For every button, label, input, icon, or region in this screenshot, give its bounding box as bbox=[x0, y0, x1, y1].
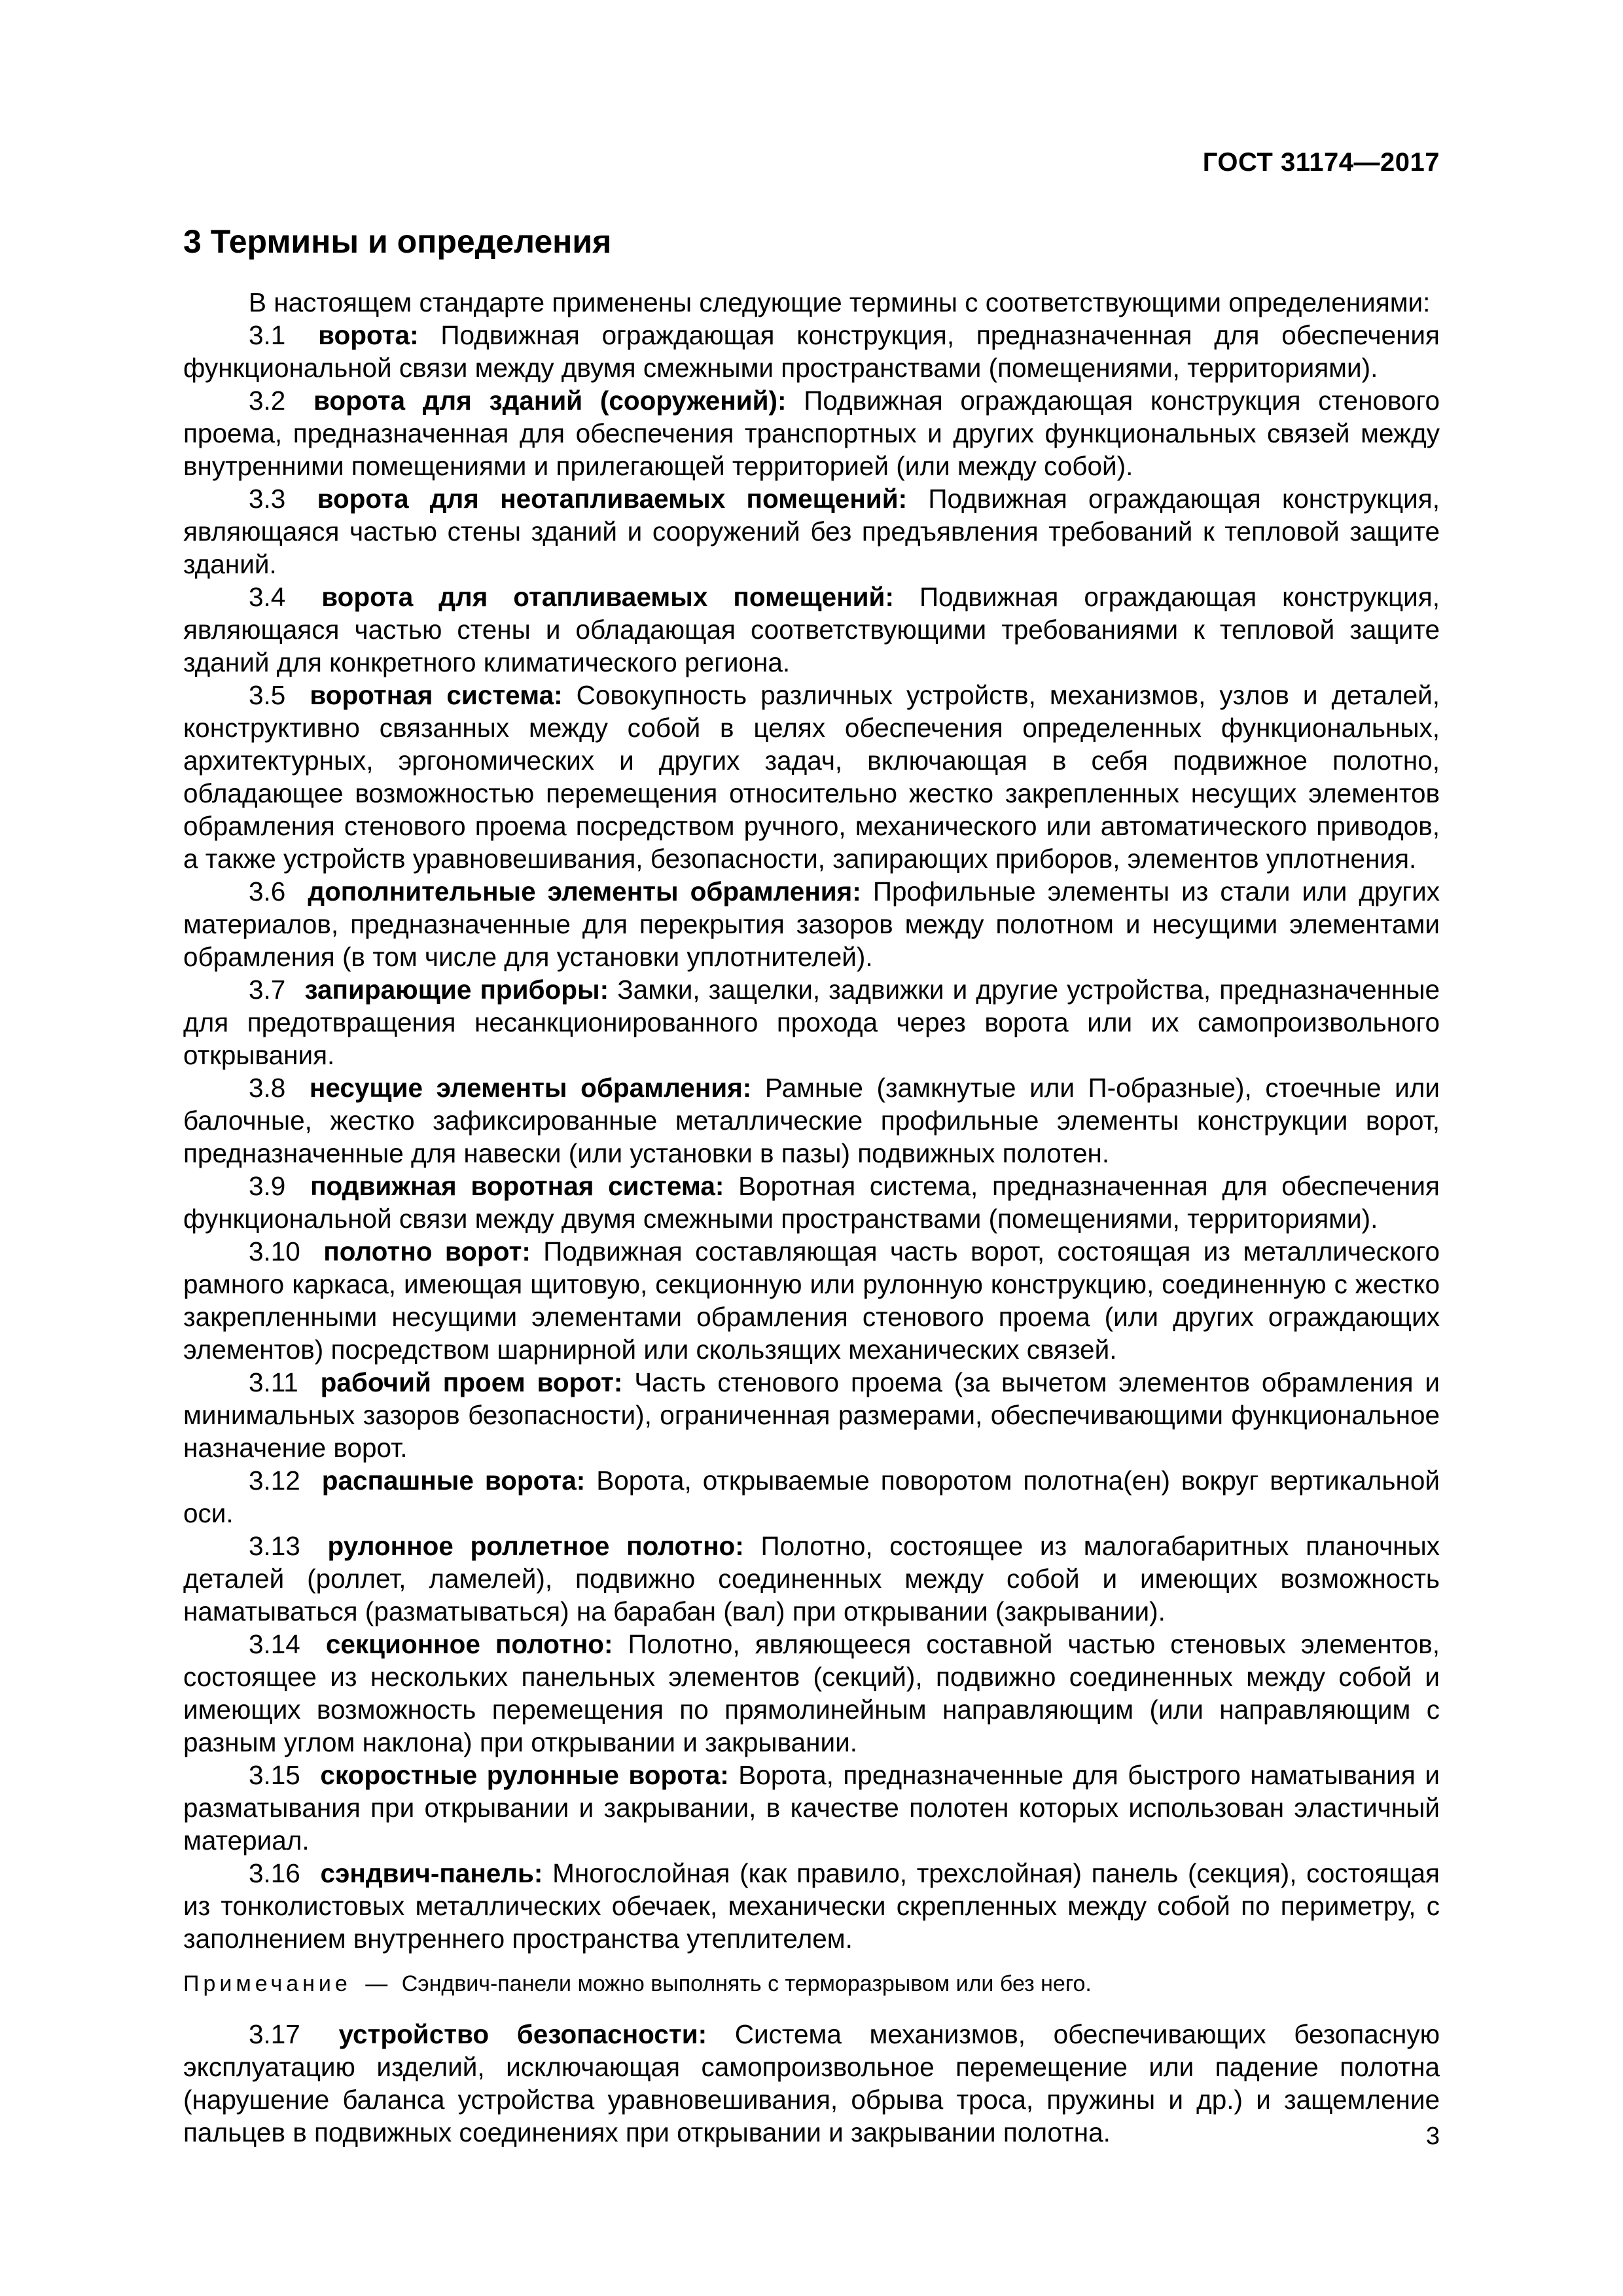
term-entry bbox=[183, 384, 1440, 482]
term-entry bbox=[183, 1857, 1440, 1955]
term-number: 3.4 bbox=[249, 582, 286, 612]
term-definition: Ворота, открываемые поворотом полотна(ен) вокруг вертикальной оси. bbox=[183, 1465, 1440, 1528]
term-word: рулонное роллетное полотно: bbox=[327, 1531, 744, 1561]
term-entry bbox=[183, 1530, 1440, 1628]
page-number: 3 bbox=[1425, 2123, 1440, 2150]
term-definition: Воротная система, предназначенная для обеспечения функциональной связи между двумя смежными пространствами (помещениями, территориями). bbox=[183, 1171, 1440, 1234]
term-word: секционное полотно: bbox=[325, 1629, 613, 1659]
section-title: 3 Термины и определения bbox=[183, 223, 612, 260]
note bbox=[183, 1969, 1440, 1998]
term-word: ворота для отапливаемых помещений: bbox=[321, 582, 894, 612]
term-definition: Подвижная ограждающая конструкция, являющаяся частью стены зданий и сооружений без предъявления требований к тепловой защите зданий. bbox=[183, 484, 1440, 579]
term-number: 3.11 bbox=[249, 1367, 298, 1397]
term-entry bbox=[183, 1464, 1440, 1530]
term-number: 3.1 bbox=[249, 320, 286, 350]
term-word: запирающие приборы: bbox=[304, 975, 609, 1005]
term-number: 3.2 bbox=[249, 386, 286, 416]
term-definition: Замки, защелки, задвижки и другие устройства, предназначенные для предотвращения несанкционированного прохода через ворота или их самопроизвольного открывания. bbox=[183, 975, 1440, 1070]
term-word: ворота для неотапливаемых помещений: bbox=[317, 484, 908, 514]
term-number: 3.6 bbox=[249, 876, 286, 906]
term-word: воротная система: bbox=[310, 680, 563, 710]
term-number: 3.15 bbox=[249, 1760, 300, 1790]
term-entry bbox=[183, 581, 1440, 679]
term-entry bbox=[183, 1628, 1440, 1759]
term-word: распашные ворота: bbox=[321, 1465, 586, 1496]
term-entry bbox=[183, 1170, 1440, 1235]
term-word: устройство безопасности: bbox=[338, 2019, 707, 2049]
term-word: дополнительные элементы обрамления: bbox=[308, 876, 861, 906]
term-entry bbox=[183, 319, 1440, 384]
terms-content bbox=[183, 286, 1440, 2149]
term-definition: Полотно, состоящее из малогабаритных планочных деталей (роллет, ламелей), подвижно соединенных между собой и имеющих возможность наматываться (разматываться) на барабан (вал) при открывании (закрывании). bbox=[183, 1531, 1440, 1626]
term-word: скоростные рулонные ворота: bbox=[320, 1760, 729, 1790]
section-intro: В настоящем стандарте применены следующие термины с соответствующими определениями: bbox=[249, 287, 1431, 317]
term-definition: Профильные элементы из стали или других материалов, предназначенные для перекрытия зазоров между полотном и несущими элементами обрамления (в том числе для установки уплотнителей). bbox=[183, 876, 1440, 972]
term-definition: Многослойная (как правило, трехслойная) панель (секция), состоящая из тонколистовых металлических обечаек, механически скрепленных между собой по периметру, с заполнением внутреннего пространства утеплителем. bbox=[183, 1858, 1440, 1954]
term-number: 3.9 bbox=[249, 1171, 286, 1201]
term-number: 3.7 bbox=[249, 975, 286, 1005]
term-number: 3.3 bbox=[249, 484, 286, 514]
note-text: Сэндвич-панели можно выполнять с терморазрывом или без него. bbox=[401, 1971, 1092, 1996]
term-word: подвижная воротная система: bbox=[310, 1171, 724, 1201]
term-number: 3.14 bbox=[249, 1629, 300, 1659]
term-number: 3.17 bbox=[249, 2019, 300, 2049]
term-definition: Подвижная ограждающая конструкция, предназначенная для обеспечения функциональной связи между двумя смежными пространствами (помещениями, территориями). bbox=[183, 320, 1440, 383]
term-definition: Подвижная ограждающая конструкция стенового проема, предназначенная для обеспечения транспортных и других функциональных связей между внутренними помещениями и прилегающей территорией (или между собой). bbox=[183, 386, 1440, 481]
term-entry bbox=[183, 679, 1440, 875]
term-entry bbox=[183, 1235, 1440, 1366]
note-dash: — bbox=[365, 1971, 388, 1996]
term-entry bbox=[183, 1759, 1440, 1857]
term-entry bbox=[183, 482, 1440, 581]
term-definition: Совокупность различных устройств, механизмов, узлов и деталей, конструктивно связанных между собой в целях обеспечения определенных функциональных, архитектурных, эргономических и других задач, включающая в себя подвижное полотно, обладающее возможностью перемещения относительно жестко закрепленных несущих элементов обрамления стенового проема посредством ручного, механического или автоматического приводов, а также устройств уравновешивания, безопасности, запирающих приборов, элементов уплотнения. bbox=[183, 680, 1440, 874]
term-entry bbox=[183, 1071, 1440, 1170]
term-entry bbox=[183, 1366, 1440, 1464]
term-number: 3.10 bbox=[249, 1236, 300, 1266]
term-word: сэндвич-панель: bbox=[320, 1858, 543, 1888]
term-number: 3.8 bbox=[249, 1073, 286, 1103]
term-entry bbox=[183, 875, 1440, 973]
term-definition: Ворота, предназначенные для быстрого наматывания и разматывания при открывании и закрывании, в качестве полотен которых использован эластичный материал. bbox=[183, 1760, 1440, 1856]
term-definition: Подвижная ограждающая конструкция, являющаяся частью стены и обладающая соответствующими требованиями к тепловой защите зданий для конкретного климатического региона. bbox=[183, 582, 1440, 677]
term-definition: Полотно, являющееся составной частью стеновых элементов, состоящее из нескольких панельных элементов (секций), подвижно соединенных между собой и имеющих возможность перемещения по прямолинейным направляющим (или направляющим с разным углом наклона) при открывании и закрывании. bbox=[183, 1629, 1440, 1757]
term-number: 3.12 bbox=[249, 1465, 300, 1496]
term-definition: Часть стенового проема (за вычетом элементов обрамления и минимальных зазоров безопасности), ограниченная размерами, обеспечивающими функциональное назначение ворот. bbox=[183, 1367, 1440, 1463]
document-code: ГОСТ 31174—2017 bbox=[1202, 148, 1440, 177]
term-word: ворота для зданий (сооружений): bbox=[313, 386, 787, 416]
term-entry bbox=[183, 973, 1440, 1071]
term-entry bbox=[183, 2018, 1440, 2149]
term-definition: Рамные (замкнутые или П-образные), стоечные или балочные, жестко зафиксированные металлические профильные элементы конструкции ворот, предназначенные для навески (или установки в пазы) подвижных полотен. bbox=[183, 1073, 1440, 1168]
term-word: рабочий проем ворот: bbox=[320, 1367, 623, 1397]
term-number: 3.16 bbox=[249, 1858, 300, 1888]
term-number: 3.13 bbox=[249, 1531, 300, 1561]
term-definition: Подвижная составляющая часть ворот, состоящая из металлического рамного каркаса, имеющая щитовую, секционную или рулонную конструкцию, соединенную с жестко закрепленными несущими элементами обрамления стенового проема (или других ограждающих элементов) посредством шарнирной или скользящих механических связей. bbox=[183, 1236, 1440, 1365]
note-label: Примечание bbox=[183, 1971, 351, 1996]
term-word: ворота: bbox=[318, 320, 419, 350]
term-word: полотно ворот: bbox=[323, 1236, 531, 1266]
term-number: 3.5 bbox=[249, 680, 286, 710]
terms-list bbox=[183, 319, 1440, 1955]
term-definition: Система механизмов, обеспечивающих безопасную эксплуатацию изделий, исключающая самопроизвольное перемещение или падение полотна (нарушение баланса устройства уравновешивания, обрыва троса, пружины и др.) и защемление пальцев в подвижных соединениях при открывании и закрывании полотна. bbox=[183, 2019, 1440, 2147]
term-word: несущие элементы обрамления: bbox=[309, 1073, 752, 1103]
